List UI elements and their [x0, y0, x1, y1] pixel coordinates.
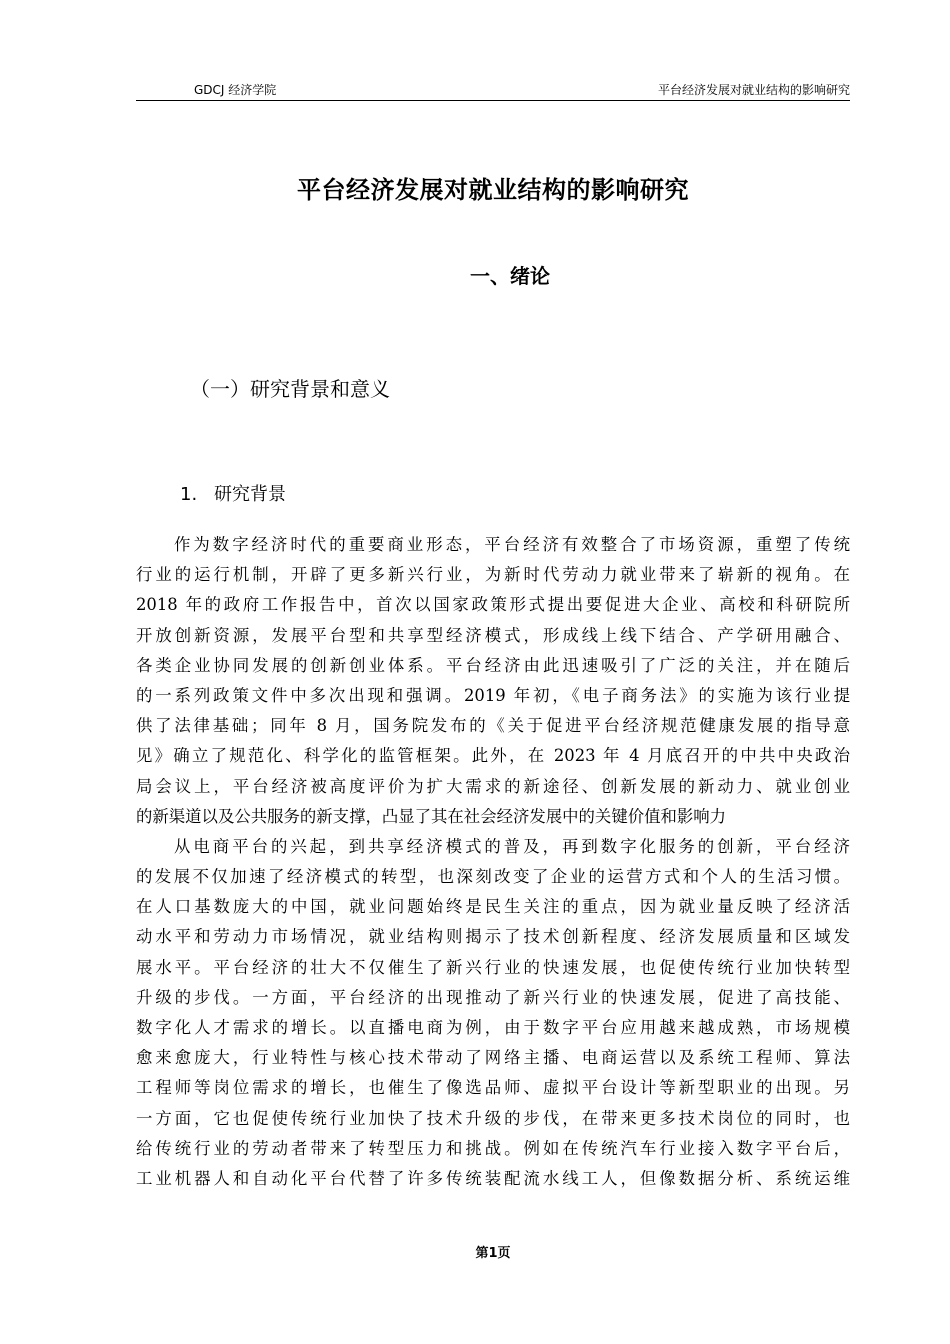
- text-line: 的一系列政策文件中多次出现和强调。2019 年初，《电子商务法》的实施为该行业提: [136, 685, 850, 705]
- text-line: 从电商平台的兴起，到共享经济模式的普及，再到数字化服务的创新，平台经济: [174, 836, 850, 856]
- document-title: 平台经济发展对就业结构的影响研究: [297, 176, 689, 204]
- text-line: 的发展不仅加速了经济模式的转型，也深刻改变了企业的运营方式和个人的生活习惯。: [136, 867, 850, 887]
- text-line: 一方面，它也促使传统行业加快了技术升级的步伐，在带来更多技术岗位的同时，也: [136, 1108, 850, 1128]
- text-line: 数字化人才需求的增长。以直播电商为例，由于数字平台应用越来越成熟，市场规模: [136, 1018, 850, 1037]
- text-line: 2018 年的政府工作报告中，首次以国家政策形式提出要促进大企业、高校和科研院所: [136, 595, 850, 615]
- subsection-heading: [180, 480, 286, 506]
- text-line: 开放创新资源，发展平台型和共享型经济模式，形成线上线下结合、产学研用融合、: [136, 625, 850, 645]
- text-line: 行业的运行机制，开辟了更多新兴行业，为新时代劳动力就业带来了崭新的视角。在: [136, 565, 850, 585]
- paragraph-2: [136, 832, 850, 1194]
- paragraph-1: [136, 530, 850, 832]
- subsection-title: 研究背景: [214, 484, 286, 505]
- text-line: 升级的步伐。一方面，平台经济的出现推动了新兴行业的快速发展，促进了高技能、: [136, 987, 850, 1007]
- text-line: 工业机器人和自动化平台代替了许多传统装配流水线工人，但像数据分析、系统运维: [136, 1168, 850, 1188]
- text-line: 在人口基数庞大的中国，就业问题始终是民生关注的重点，因为就业量反映了经济活: [136, 897, 850, 917]
- header-running-title: 平台经济发展对就业结构的影响研究: [657, 83, 850, 97]
- page-number: 第1页: [475, 1246, 511, 1261]
- page-header: [136, 78, 850, 101]
- text-line: 的新渠道以及公共服务的新支撑，凸显了其在社会经济发展中的关键价值和影响力: [136, 806, 727, 826]
- text-line: 见》确立了规范化、科学化的监管框架。此外，在 2023 年 4 月底召开的中共中央政治: [136, 746, 850, 766]
- chapter-heading: 一、绪论: [470, 264, 550, 288]
- text-line: 展水平。平台经济的壮大不仅催生了新兴行业的快速发展，也促使传统行业加快转型: [136, 957, 850, 977]
- text-line: 愈来愈庞大，行业特性与核心技术带动了网络主播、电商运营以及系统工程师、算法: [136, 1048, 850, 1068]
- section-heading: （一）研究背景和意义: [190, 377, 390, 401]
- body-text: [136, 530, 850, 1194]
- text-line: 作为数字经济时代的重要商业形态，平台经济有效整合了市场资源，重塑了传统: [174, 535, 850, 554]
- text-line: 工程师等岗位需求的增长，也催生了像选品师、虚拟平台设计等新型职业的出现。另: [136, 1078, 850, 1098]
- text-line: 各类企业协同发展的创新创业体系。平台经济由此迅速吸引了广泛的关注，并在随后: [136, 655, 850, 675]
- text-line: 动水平和劳动力市场情况，就业结构则揭示了技术创新程度、经济发展质量和区域发: [136, 927, 850, 947]
- text-line: 给传统行业的劳动者带来了转型压力和挑战。例如在传统汽车行业接入数字平台后，: [136, 1138, 850, 1158]
- header-institution: GDCJ 经济学院: [194, 83, 277, 97]
- text-line: 局会议上，平台经济被高度评价为扩大需求的新途径、创新发展的新动力、就业创业: [136, 776, 850, 796]
- subsection-number: 1.: [180, 484, 198, 505]
- text-line: 供了法律基础；同年 8 月，国务院发布的《关于促进平台经济规范健康发展的指导意: [136, 716, 850, 736]
